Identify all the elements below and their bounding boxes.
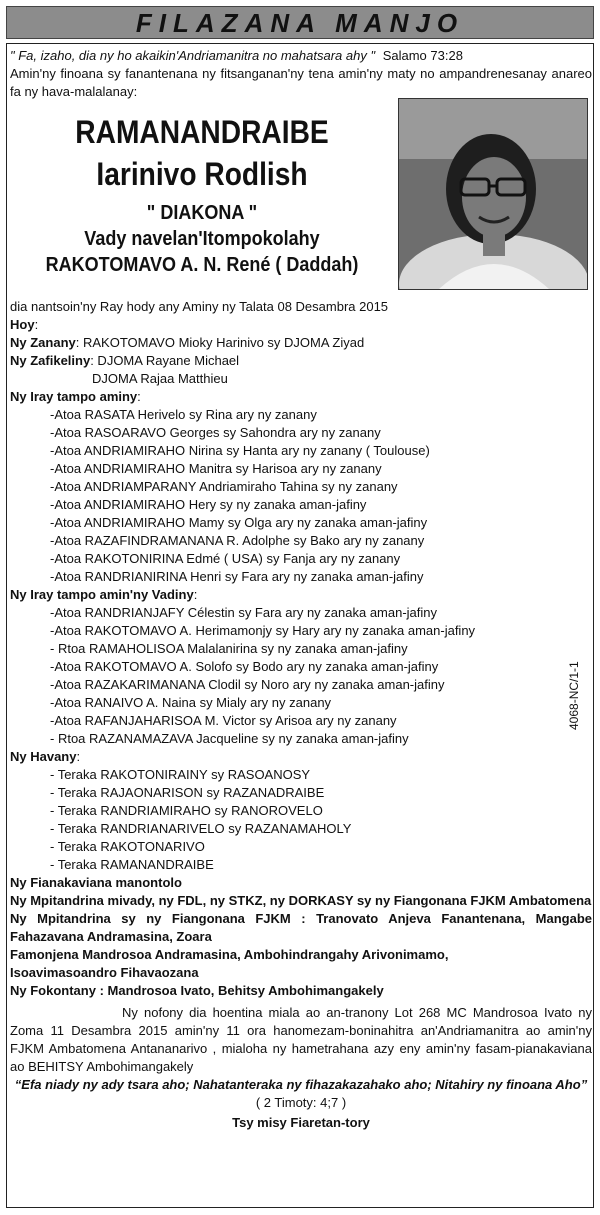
list-item: - Rtoa RAMAHOLISOA Malalanirina sy ny zanaka aman-jafiny <box>50 641 408 656</box>
header-banner <box>6 6 594 39</box>
list-item: -Atoa RAKOTOMAVO A. Solofo sy Bodo ary ny zanaka aman-jafiny <box>50 659 439 674</box>
iray-tampo-heading: Ny Iray tampo aminy: <box>10 389 141 404</box>
list-item: - Teraka RAKOTONARIVO <box>50 839 205 854</box>
verse-quote: " Fa, izaho, dia ny ho akaikin'Andriamanitra no mahatsara ahy " <box>10 48 376 63</box>
portrait-icon <box>399 99 588 290</box>
hoy-line: Hoy: <box>10 317 39 332</box>
list-item: - Teraka RANDRIAMIRAHO sy RANOROVELO <box>50 803 323 818</box>
intro-section <box>10 47 592 101</box>
zafikeliny-line <box>10 352 592 370</box>
list-item: -Atoa RANAIVO A. Naina sy Mialy ary ny zanany <box>50 695 332 710</box>
fianakaviana-line: Ny Fianakaviana manontolo <box>10 875 182 890</box>
family-section <box>10 298 592 1132</box>
list-item: -Atoa ANDRIAMPARANY Andriamiraho Tahina sy ny zanany <box>50 479 398 494</box>
hoy-label: Hoy <box>10 317 35 332</box>
deceased-name-block <box>10 112 394 278</box>
iray-tampo-vadiny-heading: Ny Iray tampo amin'ny Vadiny: <box>10 587 198 602</box>
verse-ref: Salamo 73:28 <box>382 48 463 63</box>
list-item: -Atoa RAKOTOMAVO A. Herimamonjy sy Hary ary ny zanaka aman-jafiny <box>50 623 476 638</box>
list-item: -Atoa RANDRIANIRINA Henri sy Fara ary ny zanaka aman-jafiny <box>50 569 424 584</box>
deceased-title: " DIAKONA " <box>146 202 258 224</box>
deceased-given-names: Iarinivo Rodlish <box>96 156 308 192</box>
list-item: - Teraka RAKOTONIRAINY sy RASOANOSY <box>50 767 311 782</box>
havany-heading: Ny Havany: <box>10 749 81 764</box>
havany-list <box>10 766 592 874</box>
mpitandrina-fiangonana-line: Ny Mpitandrina sy ny Fiangonana FJKM : Tranovato Anjeva Fanantenana, Mangabe Fahazavana Andramasina, Zoara <box>10 911 592 944</box>
isoavima-line: Isoavimasoandro Fihavaozana <box>10 965 199 980</box>
deceased-relation: Vady navelan'Itompokolahy <box>84 228 320 250</box>
deceased-spouse: RAKOTOMAVO A. N. René ( Daddah) <box>45 254 359 276</box>
list-item: -Atoa RASOARAVO Georges sy Sahondra ary ny zanany <box>50 425 381 440</box>
list-item: -Atoa ANDRIAMIRAHO Mamy sy Olga ary ny zanaka aman-jafiny <box>50 515 428 530</box>
zanany-value: : RAKOTOMAVO Mioky Harinivo sy DJOMA Ziyad <box>75 335 365 350</box>
iray-tampo-list <box>10 406 592 586</box>
list-item: -Atoa RAKOTONIRINA Edmé ( USA) sy Fanja ary ny zanany <box>50 551 401 566</box>
verse-line <box>10 47 592 65</box>
list-item: -Atoa RANDRIANJAFY Célestin sy Fara ary ny zanaka aman-jafiny <box>50 605 438 620</box>
portrait-photo <box>398 98 588 290</box>
list-item: -Atoa RAZAKARIMANANA Clodil sy Noro ary ny zanaka aman-jafiny <box>50 677 445 692</box>
list-item: -Atoa RAZAFINDRAMANANA R. Adolphe sy Bako ary ny zanany <box>50 533 425 548</box>
list-item: - Rtoa RAZANAMAZAVA Jacqueline sy ny zanaka aman-jafiny <box>50 731 409 746</box>
havany-label: Ny Havany <box>10 749 77 764</box>
zafikeliny-line-2: DJOMA Rajaa Matthieu <box>92 371 228 386</box>
list-item: -Atoa ANDRIAMIRAHO Manitra sy Harisoa ary ny zanany <box>50 461 382 476</box>
closing-ref: ( 2 Timoty: 4;7 ) <box>255 1095 347 1110</box>
list-item: - Teraka RANDRIANARIVELO sy RAZANAMAHOLY <box>50 821 352 836</box>
mpitandrina-mivady-line: Ny Mpitandrina mivady, ny FDL, ny STKZ, ny DORKASY sy ny Fiangonana FJKM Ambatomena <box>10 893 592 908</box>
death-line: dia nantsoin'ny Ray hody any Aminy ny Talata 08 Desambra 2015 <box>10 299 389 314</box>
ad-reference-code: 4068-NC/1-1 <box>567 661 581 730</box>
iray-tampo-vadiny-list <box>10 604 592 748</box>
zafikeliny-value: : DJOMA Rayane Michael <box>90 353 240 368</box>
iray-tampo-label: Ny Iray tampo aminy <box>10 389 138 404</box>
header-title: FILAZANA MANJO <box>135 7 465 38</box>
list-item: -Atoa RAFANJAHARISOA M. Victor sy Arisoa ary ny zanany <box>50 713 397 728</box>
list-item: - Teraka RAJAONARISON sy RAZANADRAIBE <box>50 785 325 800</box>
zafikeliny-label: Ny Zafikeliny <box>10 353 91 368</box>
list-item: -Atoa RASATA Herivelo sy Rina ary ny zanany <box>50 407 317 422</box>
iray-tampo-vadiny-label: Ny Iray tampo amin'ny Vadiny <box>10 587 194 602</box>
closing-quote: “Efa niady ny ady tsara aho; Nahatanteraka ny fihazakazahako aho; Nitahiry ny finoana Aho” <box>14 1077 588 1092</box>
funeral-notice: Ny nofony dia hoentina miala ao an-tranony Lot 268 MC Mandrosoa Ivato ny Zoma 11 Desambra 2015 amin'ny 11 ora hanomezam-boninahitra an'Andriamanitra ao amin'ny FJKM Ambatomena Antananarivo , mialoha ny hametrahana azy eny amin'ny fasam-pianakaviana ao BEHITSY Ambohimangakely <box>10 1005 592 1074</box>
famonjena-line: Famonjena Mandrosoa Andramasina, Ambohindrangahy Arivonimamo, <box>10 947 449 962</box>
fokontany-line: Ny Fokontany : Mandrosoa Ivato, Behitsy Ambohimangakely <box>10 983 384 998</box>
deceased-surname: RAMANANDRAIBE <box>75 114 329 150</box>
no-wreaths-line: Tsy misy Fiaretan-tory <box>232 1115 370 1130</box>
announcement-text: Amin'ny finoana sy fanantenana ny fitsanganan'ny tena amin'ny maty no ampandrenesanay anareo fa ny hava-malalanay: <box>10 66 592 99</box>
zanany-line <box>10 334 592 352</box>
list-item: -Atoa ANDRIAMIRAHO Hery sy ny zanaka aman-jafiny <box>50 497 367 512</box>
list-item: - Teraka RAMANANDRAIBE <box>50 857 214 872</box>
list-item: -Atoa ANDRIAMIRAHO Nirina sy Hanta ary ny zanany ( Toulouse) <box>50 443 430 458</box>
zanany-label: Ny Zanany <box>10 335 76 350</box>
